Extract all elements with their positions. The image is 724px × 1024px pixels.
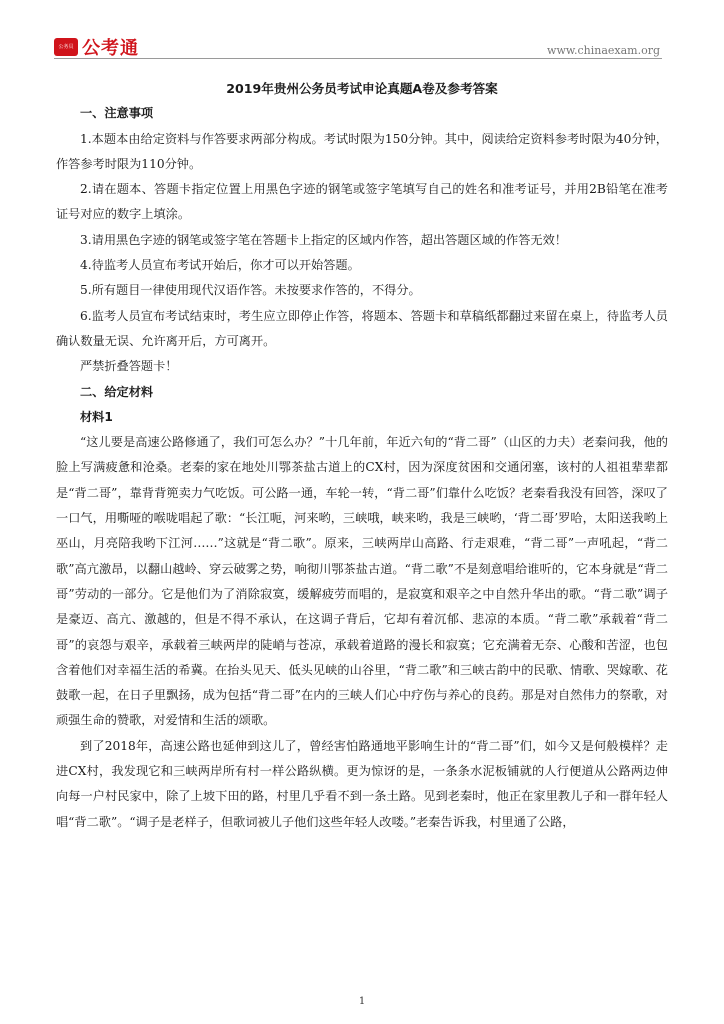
material-label: 材料1	[80, 409, 113, 424]
section-heading-notes: 一、注意事项	[80, 106, 154, 121]
logo-badge-icon: 公务员	[54, 38, 78, 56]
notice-item: 1.本题本由给定资料与作答要求两部分构成。考试时限为150分钟。其中，阅读给定资料参考时限为40分钟，作答参考时限为110分钟。	[56, 131, 668, 171]
document-title: 2019年贵州公务员考试申论真题A卷及参考答案	[226, 81, 498, 96]
notice-item: 6.监考人员宣布考试结束时，考生应立即停止作答，将题本、答题卡和草稿纸都翻过来留在桌上，待监考人员确认数量无误、允许离开后，方可离开。	[56, 308, 668, 348]
logo-text: 公考通	[82, 38, 139, 59]
material-paragraph: “这儿要是高速公路修通了，我们可怎么办？”十几年前，年近六旬的“背二哥”（山区的力夫）老秦问我，他的脸上写满疲惫和沧桑。老秦的家在地处川鄂茶盐古道上的CX村，因为深度贫困和交通闭塞，该村的人祖祖辈辈都是“背二哥”，靠背背篼卖力气吃饭。可公路一通，车轮一转，“背二哥”们靠什么吃饭？老秦看我没有回答，深叹了一口气，用嘶哑的喉咙唱起了歌：“长江呃，河来哟，三峡哦，峡来哟，我是三峡哟，‘背二哥’罗哈，太阳送我哟上巫山，月亮陪我哟下江河……”这就是“背二歌”。原来，三峡两岸山高路、行走艰难，“背二哥”一声吼起，“背二歌”高亢激昂，以翻山越岭、穿云破雾之势，响彻川鄂茶盐古道。“背二歌”不是刻意唱给谁听的，它本身就是“背二哥”劳动的一部分。它是他们为了消除寂寞，缓解疲劳而唱的，是寂寞和艰辛之中自然升华出的歌。“背二歌”调子是豪迈、高亢、激越的，但是不得不承认，在这调子背后，它却有着沉郁、悲凉的本质。“背二歌”承载着“背二哥”的哀怨与艰辛，承载着三峡两岸的陡峭与苍凉，承载着道路的漫长和寂寞；它充满着无奈、心酸和苦涩，也包含着他们对幸福生活的希冀。在抬头见天、低头见峡的山谷里，“背二歌”和三峡古韵中的民歌、情歌、哭嫁歌、花鼓歌一起，在日子里飘扬，成为包括“背二哥”在内的三峡人们心中疗伤与养心的良药。那是对自然伟力的祭歌，对顽强生命的赞歌，对爱情和生活的颂歌。	[56, 435, 668, 728]
document-body	[56, 76, 668, 835]
header-divider	[54, 58, 662, 59]
notice-item: 4.待监考人员宣布考试开始后，你才可以开始答题。	[80, 258, 360, 273]
notice-item: 2.请在题本、答题卡指定位置上用黑色字迹的钢笔或签字笔填写自己的姓名和准考证号，并用2B铅笔在准考证号对应的数字上填涂。	[56, 182, 668, 222]
notice-item: 5.所有题目一律使用现代汉语作答。未按要求作答的，不得分。	[80, 283, 421, 298]
notice-warning: 严禁折叠答题卡！	[80, 359, 178, 374]
page-header	[0, 0, 724, 62]
material-paragraph: 到了2018年，高速公路也延伸到这儿了，曾经害怕路通地平影响生计的“背二哥”们，如今又是何般模样？走进CX村，我发现它和三峡两岸所有村一样公路纵横。更为惊讶的是，一条条水泥板铺就的人行便道从公路两边伸向每一户村民家中，除了上坡下田的路，村里几乎看不到一条土路。见到老秦时，他正在家里教儿子和一群年轻人唱“背二歌”。“调子是老样子，但歌词被儿子他们这些年轻人改喽。”老秦告诉我，村里通了公路，	[56, 738, 668, 829]
section-heading-materials: 二、给定材料	[80, 384, 154, 399]
page-number: 1	[358, 996, 366, 1007]
brand-logo[interactable]	[54, 34, 139, 60]
notice-item: 3.请用黑色字迹的钢笔或签字笔在答题卡上指定的区域内作答，超出答题区域的作答无效！	[80, 232, 567, 247]
site-url[interactable]: www.chinaexam.org	[547, 44, 660, 57]
